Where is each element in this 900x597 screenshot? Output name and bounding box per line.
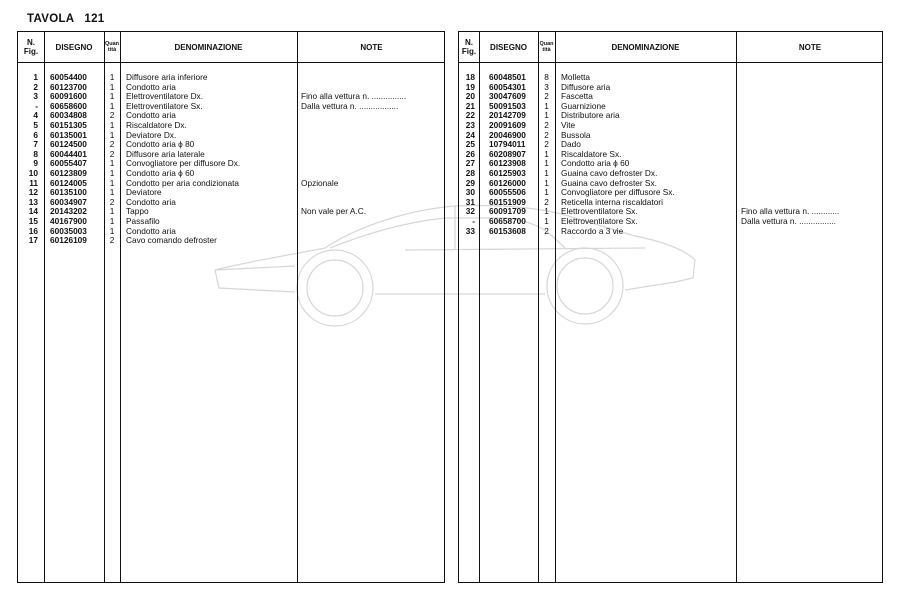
quantity: 1 bbox=[109, 177, 115, 188]
note: Dalla vettura n. ................ bbox=[741, 215, 836, 226]
part-number: 60123908 bbox=[489, 158, 526, 169]
quantity: 1 bbox=[544, 110, 549, 121]
description: Guarnizione bbox=[561, 100, 606, 111]
part-number: 60135100 bbox=[50, 187, 87, 198]
fig-number: 12 bbox=[28, 187, 38, 198]
part-number: 60034907 bbox=[50, 196, 87, 207]
fig-number: 18 bbox=[465, 72, 475, 82]
description: Elettroventilatore Sx. bbox=[126, 100, 203, 111]
quantity: 1 bbox=[544, 158, 549, 169]
fig-number: 13 bbox=[28, 196, 38, 207]
description: Diffusore aria bbox=[561, 81, 611, 92]
part-number: 60126109 bbox=[50, 235, 87, 246]
header-note: NOTE bbox=[360, 42, 383, 52]
fig-number: 7 bbox=[33, 139, 38, 150]
part-number: 60658700 bbox=[489, 215, 526, 226]
fig-number: - bbox=[472, 215, 475, 226]
part-number: 60153608 bbox=[489, 225, 526, 236]
quantity: 2 bbox=[544, 91, 549, 102]
description: Passafilo bbox=[126, 215, 160, 226]
part-number: 60034808 bbox=[50, 110, 87, 121]
description: Riscaldatore Dx. bbox=[126, 119, 187, 130]
quantity: 1 bbox=[109, 91, 115, 102]
fig-number: 33 bbox=[465, 225, 475, 236]
fig-number: 8 bbox=[33, 148, 38, 159]
fig-number: 25 bbox=[465, 139, 475, 150]
quantity: 3 bbox=[544, 81, 549, 92]
description: Condotto aria ϕ 80 bbox=[126, 139, 195, 150]
parts-table-right bbox=[458, 31, 883, 583]
quantity: 8 bbox=[544, 72, 549, 82]
quantity: 2 bbox=[109, 235, 115, 246]
rows-left bbox=[18, 73, 444, 246]
fig-number: 27 bbox=[465, 158, 475, 169]
rows-right bbox=[459, 73, 882, 236]
part-number: 10794011 bbox=[489, 139, 526, 150]
description: Condotto aria bbox=[126, 81, 176, 92]
part-number: 60055407 bbox=[50, 158, 87, 169]
quantity: 2 bbox=[109, 196, 115, 207]
parts-table-left bbox=[17, 31, 445, 583]
part-number: 60035003 bbox=[50, 225, 87, 236]
fig-number: 10 bbox=[28, 167, 38, 178]
fig-number: 23 bbox=[465, 119, 475, 130]
description: Vite bbox=[561, 119, 576, 130]
header-quantita: Quan tità bbox=[539, 40, 554, 53]
description: Dado bbox=[561, 139, 581, 150]
fig-number: 4 bbox=[33, 110, 38, 121]
part-number: 60658600 bbox=[50, 100, 87, 111]
description: Guaina cavo defroster Sx. bbox=[561, 177, 657, 188]
description: Molletta bbox=[561, 72, 591, 82]
quantity: 1 bbox=[109, 206, 115, 217]
quantity: 2 bbox=[544, 196, 549, 207]
fig-number: - bbox=[35, 100, 38, 111]
part-number: 60135001 bbox=[50, 129, 87, 140]
quantity: 2 bbox=[544, 139, 549, 150]
description: Bussola bbox=[561, 129, 591, 140]
quantity: 2 bbox=[109, 110, 115, 121]
fig-number: 19 bbox=[465, 81, 475, 92]
fig-number: 6 bbox=[33, 129, 38, 140]
header-n-fig: N. Fig. bbox=[23, 38, 39, 56]
header-denominazione: DENOMINAZIONE bbox=[174, 42, 243, 52]
header-quantita: Quan tità bbox=[104, 40, 120, 53]
fig-number: 32 bbox=[465, 206, 475, 217]
part-number: 20142709 bbox=[489, 110, 526, 121]
description: Tappo bbox=[126, 206, 149, 217]
fig-number: 9 bbox=[33, 158, 38, 169]
quantity: 1 bbox=[109, 215, 115, 226]
part-number: 60123809 bbox=[50, 167, 87, 178]
part-number: 60124005 bbox=[50, 177, 87, 188]
fig-number: 17 bbox=[28, 235, 38, 246]
description: Fascetta bbox=[561, 91, 593, 102]
fig-number: 31 bbox=[465, 196, 475, 207]
quantity: 1 bbox=[544, 167, 549, 178]
note: Non vale per A.C. bbox=[301, 206, 367, 217]
quantity: 1 bbox=[544, 206, 549, 217]
header-denominazione: DENOMINAZIONE bbox=[611, 42, 680, 52]
fig-number: 3 bbox=[33, 91, 38, 102]
fig-number: 24 bbox=[465, 129, 475, 140]
description: Convogliatore per diffusore Sx. bbox=[561, 187, 675, 198]
description: Diffusore aria laterale bbox=[126, 148, 205, 159]
part-number: 60151909 bbox=[489, 196, 526, 207]
tavola-label: TAVOLA bbox=[27, 13, 75, 25]
part-number: 60151305 bbox=[50, 119, 87, 130]
description: Condotto per aria condizionata bbox=[126, 177, 240, 188]
quantity: 1 bbox=[544, 100, 549, 111]
quantity: 1 bbox=[109, 158, 115, 169]
description: Cavo comando defroster bbox=[126, 235, 217, 246]
part-number: 60054400 bbox=[50, 72, 87, 82]
quantity: 1 bbox=[109, 167, 115, 178]
part-number: 60124500 bbox=[50, 139, 87, 150]
quantity: 1 bbox=[109, 119, 115, 130]
part-number: 60208907 bbox=[489, 148, 526, 159]
fig-number: 20 bbox=[465, 91, 475, 102]
description: Elettroventilatore Sx. bbox=[561, 206, 638, 217]
fig-number: 28 bbox=[465, 167, 475, 178]
description: Riscaldatore Sx. bbox=[561, 148, 622, 159]
quantity: 1 bbox=[544, 215, 549, 226]
note: Fino alla vettura n. ............... bbox=[301, 91, 407, 102]
description: Reticella interna riscaldatori bbox=[561, 196, 663, 207]
part-number: 60054301 bbox=[489, 81, 526, 92]
part-number: 60055506 bbox=[489, 187, 526, 198]
description: Deviatore Dx. bbox=[126, 129, 177, 140]
part-number: 60126000 bbox=[489, 177, 526, 188]
quantity: 1 bbox=[544, 148, 549, 159]
description: Guaina cavo defroster Dx. bbox=[561, 167, 658, 178]
quantity: 2 bbox=[544, 225, 549, 236]
table-row bbox=[459, 227, 882, 237]
part-number: 20091609 bbox=[489, 119, 526, 130]
quantity: 1 bbox=[109, 72, 115, 82]
description: Diffusore aria inferiore bbox=[126, 72, 208, 82]
fig-number: 16 bbox=[28, 225, 38, 236]
description: Distributore aria bbox=[561, 110, 620, 121]
fig-number: 11 bbox=[29, 177, 38, 188]
quantity: 2 bbox=[544, 129, 549, 140]
fig-number: 1 bbox=[33, 72, 38, 82]
quantity: 1 bbox=[109, 187, 115, 198]
header-disegno: DISEGNO bbox=[490, 42, 527, 52]
part-number: 30047609 bbox=[489, 91, 526, 102]
part-number: 60044401 bbox=[50, 148, 87, 159]
part-number: 60048501 bbox=[489, 72, 526, 82]
note: Opzionale bbox=[301, 177, 339, 188]
quantity: 1 bbox=[109, 100, 115, 111]
header-note: NOTE bbox=[798, 42, 822, 52]
fig-number: 21 bbox=[465, 100, 475, 111]
fig-number: 29 bbox=[465, 177, 475, 188]
description: Raccordo a 3 vie bbox=[561, 225, 624, 236]
quantity: 1 bbox=[109, 129, 115, 140]
fig-number: 14 bbox=[28, 206, 38, 217]
quantity: 2 bbox=[109, 148, 115, 159]
quantity: 2 bbox=[109, 139, 115, 150]
note: Dalla vettura n. ................. bbox=[301, 100, 399, 111]
description: Convogliatore per diffusore Dx. bbox=[126, 158, 241, 169]
fig-number: 2 bbox=[33, 81, 38, 92]
description: Elettroventilatore Sx. bbox=[561, 215, 638, 226]
description: Condotto aria bbox=[126, 110, 176, 121]
description: Condotto aria ϕ 60 bbox=[126, 167, 195, 178]
fig-number: 26 bbox=[465, 148, 475, 159]
part-number: 60125903 bbox=[489, 167, 526, 178]
description: Condotto aria bbox=[126, 225, 176, 236]
fig-number: 5 bbox=[33, 119, 38, 130]
description: Condotto aria ϕ 60 bbox=[561, 158, 630, 169]
header-n-fig: N. Fig. bbox=[461, 38, 477, 56]
quantity: 1 bbox=[109, 225, 115, 236]
page-title bbox=[27, 13, 104, 25]
fig-number: 30 bbox=[465, 187, 475, 198]
part-number: 60091600 bbox=[50, 91, 87, 102]
table-row bbox=[18, 236, 444, 246]
part-number: 40167900 bbox=[50, 215, 87, 226]
fig-number: 22 bbox=[465, 110, 475, 121]
part-number: 50091503 bbox=[489, 100, 526, 111]
description: Deviatore bbox=[126, 187, 162, 198]
fig-number: 15 bbox=[28, 215, 38, 226]
quantity: 1 bbox=[544, 177, 549, 188]
part-number: 60091709 bbox=[489, 206, 526, 217]
quantity: 1 bbox=[544, 187, 549, 198]
description: Condotto aria bbox=[126, 196, 176, 207]
part-number: 20046900 bbox=[489, 129, 526, 140]
part-number: 20143202 bbox=[50, 206, 87, 217]
quantity: 2 bbox=[544, 119, 549, 130]
note: Fino alla vettura n. ............ bbox=[741, 206, 840, 217]
quantity: 1 bbox=[109, 81, 115, 92]
header-disegno: DISEGNO bbox=[55, 42, 93, 52]
description: Elettroventilatore Dx. bbox=[126, 91, 204, 102]
tavola-number: 121 bbox=[84, 13, 105, 25]
part-number: 60123700 bbox=[50, 81, 87, 92]
